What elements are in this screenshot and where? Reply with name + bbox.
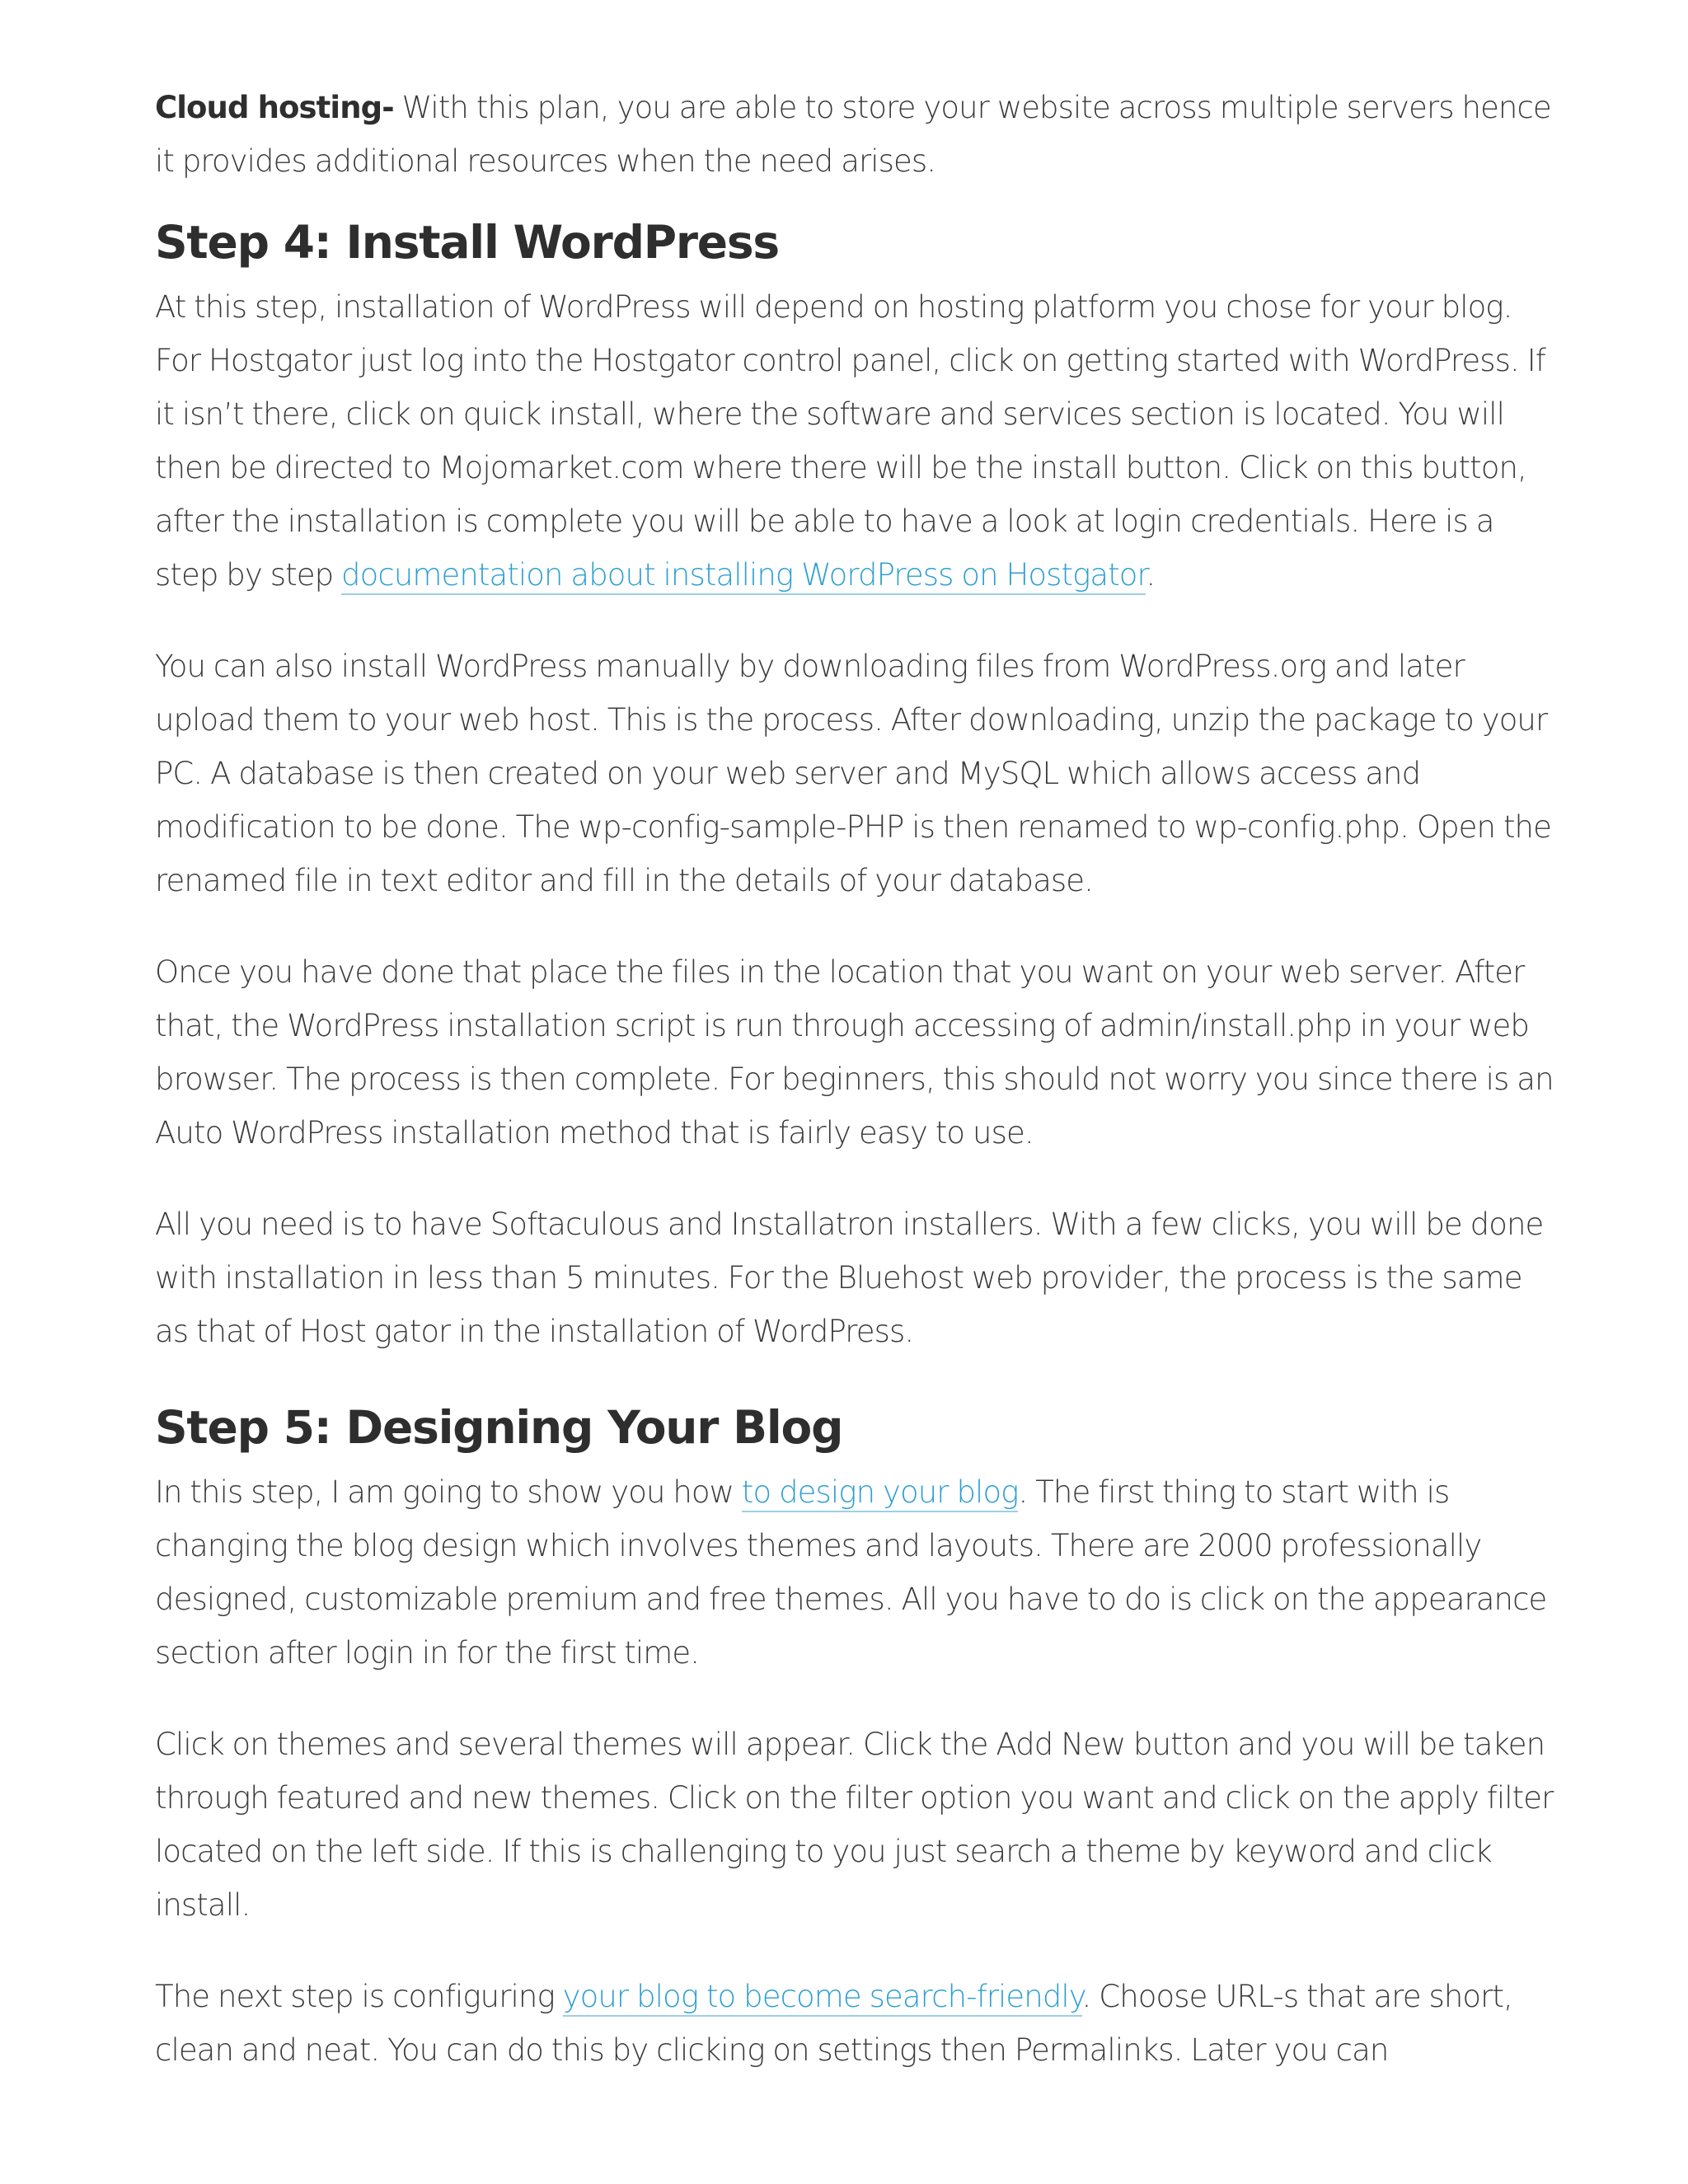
step-5-paragraph-3 (155, 1970, 1556, 2077)
cloud-hosting-section (155, 81, 1556, 188)
step-5-paragraph-1-end: . The first thing to start with is changing the blog design which involves themes and layouts. There are 2000 professionally designed, customizable premium and free themes. All you have to do is click on the appearance section after login in for the first time. (155, 1474, 1547, 1671)
cloud-hosting-label: Cloud hosting- (155, 90, 394, 125)
step-4-paragraph-1-text: At this step, installation of WordPress will depend on hosting platform you chose for your blog. For Hostgator just log into the Hostgator control panel, click on getting started with WordPress. If it isn’t there, click on quick install, where the software and services section is located. You will then be directed to Mojomarket.com where there will be the install button. Click on this button, after the installation is complete you will be able to have a look at login credentials. Here is a step by step (155, 289, 1545, 593)
step-5-heading: Step 5: Designing Your Blog (155, 1401, 843, 1454)
hostgator-docs-link[interactable]: documentation about installing WordPress on Hostgator (341, 557, 1146, 595)
step-5-paragraph-2: Click on themes and several themes will appear. Click the Add New button and you will be taken through featured and new themes. Click on the filter option you want and click on the apply filter located on the left side. If this is challenging to you just search a theme by keyword and click install. (155, 1727, 1554, 1923)
step-4-paragraph-3: Once you have done that place the files in the location that you want on your web server. After that, the WordPress installation script is run through accessing of admin/install.php in your web browser. The process is then complete. For beginners, this should not worry you since there is an Auto WordPress installation method that is fairly easy to use. (155, 954, 1554, 1151)
search-friendly-link[interactable]: your blog to become search-friendly (563, 1979, 1082, 2017)
step-5-paragraph-1-start: In this step, I am going to show you how (155, 1474, 742, 1510)
step-4-paragraph-4: All you need is to have Softaculous and Installatron installers. With a few clicks, you will be done with installation in less than 5 minutes. For the Bluehost web provider, the process is the same as that of Host gator in the installation of WordPress. (155, 1207, 1544, 1349)
step-5-paragraph-1 (155, 1465, 1556, 1680)
step-4-paragraph-1-end: . (1146, 557, 1156, 593)
step-4-paragraph-2: You can also install WordPress manually by downloading files from WordPress.org and later upload them to your web host. This is the process. After downloading, unzip the package to your PC. A database is then created on your web server and MySQL which allows access and modification to be done. The wp-config-sample-PHP is then renamed to wp-config.php. Open the renamed file in text editor and fill in the details of your database. (155, 649, 1551, 898)
step-4-heading: Step 4: Install WordPress (155, 216, 779, 269)
step-5-paragraph-3-start: The next step is configuring (155, 1979, 563, 2014)
article-body (155, 81, 1556, 2115)
cloud-hosting-paragraph (155, 81, 1556, 188)
design-your-blog-link[interactable]: to design your blog (742, 1474, 1019, 1512)
step-5-paragraph-3-end: . Choose URL-s that are short, clean and neat. You can do this by clicking on settings then Permalinks. Later you can (155, 1979, 1512, 2068)
cloud-hosting-text: With this plan, you are able to store your website across multiple servers hence it provides additional resources when the need arises. (155, 90, 1551, 179)
step-4-paragraph-1 (155, 280, 1556, 602)
